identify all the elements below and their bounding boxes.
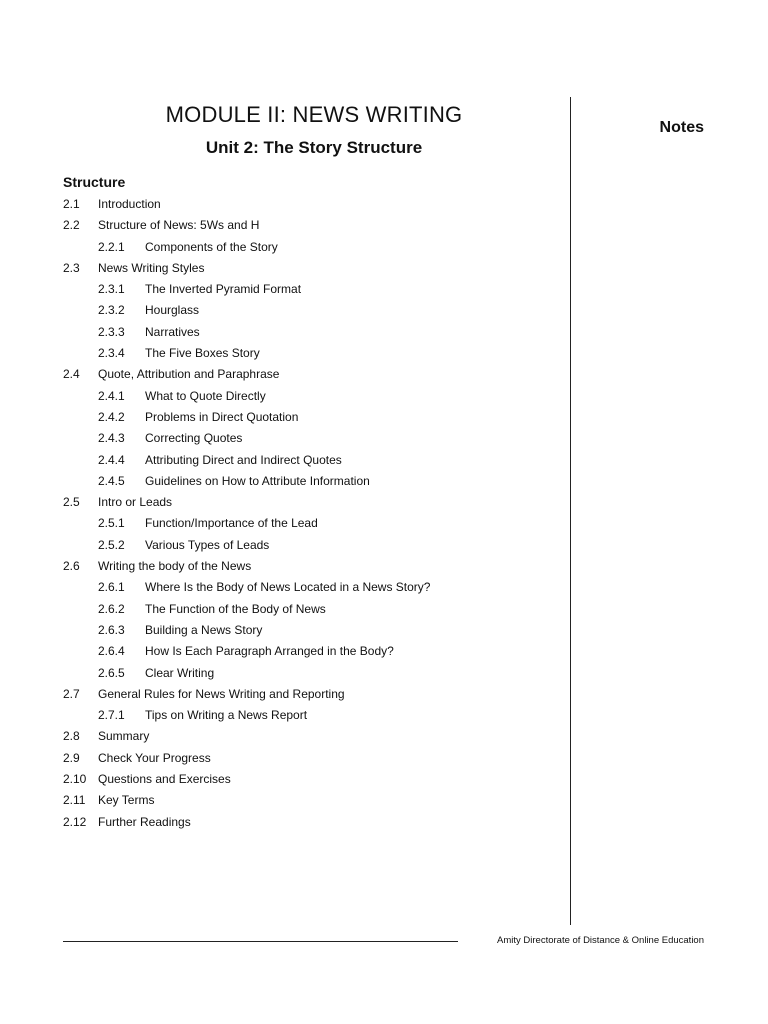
toc-entry-label: Function/Importance of the Lead — [145, 516, 318, 531]
toc-entry-label: Summary — [98, 729, 150, 744]
toc-entry — [63, 364, 563, 385]
toc-entry-label: How Is Each Paragraph Arranged in the Body? — [145, 644, 394, 659]
toc-entry-number: 2.9 — [63, 750, 80, 765]
toc-entry-label: The Five Boxes Story — [145, 346, 260, 361]
toc-entry-number: 2.4.5 — [98, 473, 125, 488]
table-of-contents — [63, 194, 563, 833]
toc-entry — [63, 556, 563, 577]
toc-entry — [63, 812, 563, 833]
toc-entry — [63, 599, 563, 620]
toc-entry-label: Questions and Exercises — [98, 772, 231, 787]
toc-entry — [63, 790, 563, 811]
toc-entry-number: 2.5 — [63, 495, 80, 510]
toc-entry — [63, 343, 563, 364]
toc-entry — [63, 705, 563, 726]
toc-entry-number: 2.2.1 — [98, 239, 125, 254]
toc-entry-number: 2.5.1 — [98, 516, 125, 531]
toc-entry — [63, 215, 563, 236]
toc-entry-label: Building a News Story — [145, 622, 263, 637]
toc-entry — [63, 684, 563, 705]
toc-entry-number: 2.3.2 — [98, 303, 125, 318]
toc-entry-number: 2.6.4 — [98, 644, 125, 659]
toc-entry-label: What to Quote Directly — [145, 388, 266, 403]
toc-entry-label: Correcting Quotes — [145, 431, 243, 446]
toc-entry-number: 2.4.3 — [98, 431, 125, 446]
toc-entry — [63, 471, 563, 492]
toc-entry-number: 2.4 — [63, 367, 80, 382]
toc-entry — [63, 492, 563, 513]
toc-entry — [63, 620, 563, 641]
toc-entry — [63, 237, 563, 258]
toc-entry-label: General Rules for News Writing and Reporting — [98, 686, 345, 701]
toc-entry-label: Hourglass — [145, 303, 200, 318]
module-title: MODULE II: NEWS WRITING — [165, 102, 463, 127]
toc-entry — [63, 279, 563, 300]
toc-entry — [63, 577, 563, 598]
toc-entry-number: 2.12 — [63, 814, 87, 829]
toc-entry-label: Quote, Attribution and Paraphrase — [98, 367, 280, 382]
toc-entry — [63, 748, 563, 769]
toc-entry-label: Guidelines on How to Attribute Information — [145, 473, 370, 488]
toc-entry-number: 2.1 — [63, 197, 80, 211]
toc-entry-label: Tips on Writing a News Report — [145, 708, 308, 723]
notes-label: Notes — [659, 119, 704, 136]
structure-heading: Structure — [63, 174, 126, 190]
toc-entry-number: 2.3.4 — [98, 346, 125, 361]
toc-entry-number: 2.4.2 — [98, 409, 125, 424]
toc-entry-number: 2.7.1 — [98, 708, 125, 723]
toc-entry — [63, 322, 563, 343]
toc-entry — [63, 769, 563, 790]
footer-text: Amity Directorate of Distance & Online Education — [497, 935, 704, 946]
toc-entry-number: 2.2 — [63, 218, 80, 233]
toc-entry-number: 2.10 — [63, 772, 87, 787]
toc-entry — [63, 300, 563, 321]
toc-entry — [63, 258, 563, 279]
toc-entry-number: 2.8 — [63, 729, 80, 744]
toc-entry-number: 2.6.3 — [98, 622, 125, 637]
toc-entry-label: The Inverted Pyramid Format — [145, 282, 302, 297]
toc-entry — [63, 386, 563, 407]
toc-entry-label: Clear Writing — [145, 665, 215, 680]
toc-entry-label: Check Your Progress — [98, 750, 211, 765]
footer-divider — [63, 941, 458, 942]
toc-entry-label: Various Types of Leads — [145, 537, 270, 552]
notes-margin-divider — [570, 97, 571, 925]
toc-entry — [63, 641, 563, 662]
toc-entry-label: Narratives — [145, 324, 200, 339]
toc-entry-number: 2.4.1 — [98, 388, 125, 403]
toc-entry-number: 2.5.2 — [98, 537, 125, 552]
toc-entry-label: The Function of the Body of News — [145, 601, 326, 616]
toc-entry — [63, 450, 563, 471]
toc-entry-number: 2.6.2 — [98, 601, 125, 616]
toc-entry-label: Components of the Story — [145, 239, 278, 254]
toc-entry-label: Writing the body of the News — [98, 559, 252, 574]
toc-entry — [63, 513, 563, 534]
toc-entry-label: News Writing Styles — [98, 260, 205, 275]
toc-entry-label: Where Is the Body of News Located in a News Story? — [145, 580, 431, 595]
toc-entry — [63, 407, 563, 428]
toc-entry-label: Attributing Direct and Indirect Quotes — [145, 452, 342, 467]
toc-entry — [63, 726, 563, 747]
toc-entry — [63, 194, 563, 215]
toc-entry-number: 2.6.1 — [98, 580, 125, 595]
toc-entry-number: 2.6.5 — [98, 665, 125, 680]
toc-entry-number: 2.3.1 — [98, 282, 125, 297]
toc-entry — [63, 535, 563, 556]
toc-entry-number: 2.7 — [63, 686, 80, 701]
toc-entry-number: 2.6 — [63, 559, 80, 574]
toc-entry-label: Intro or Leads — [98, 495, 173, 510]
toc-entry-number: 2.11 — [63, 793, 86, 808]
toc-entry-number: 2.3.3 — [98, 324, 125, 339]
toc-entry-number: 2.4.4 — [98, 452, 125, 467]
toc-entry-label: Key Terms — [98, 793, 155, 808]
toc-entry-label: Introduction — [98, 197, 161, 211]
toc-entry-label: Structure of News: 5Ws and H — [98, 218, 260, 233]
toc-entry-label: Further Readings — [98, 814, 191, 829]
toc-entry-label: Problems in Direct Quotation — [145, 409, 299, 424]
unit-title: Unit 2: The Story Structure — [205, 138, 423, 157]
toc-entry-number: 2.3 — [63, 260, 80, 275]
toc-entry — [63, 663, 563, 684]
toc-entry — [63, 428, 563, 449]
